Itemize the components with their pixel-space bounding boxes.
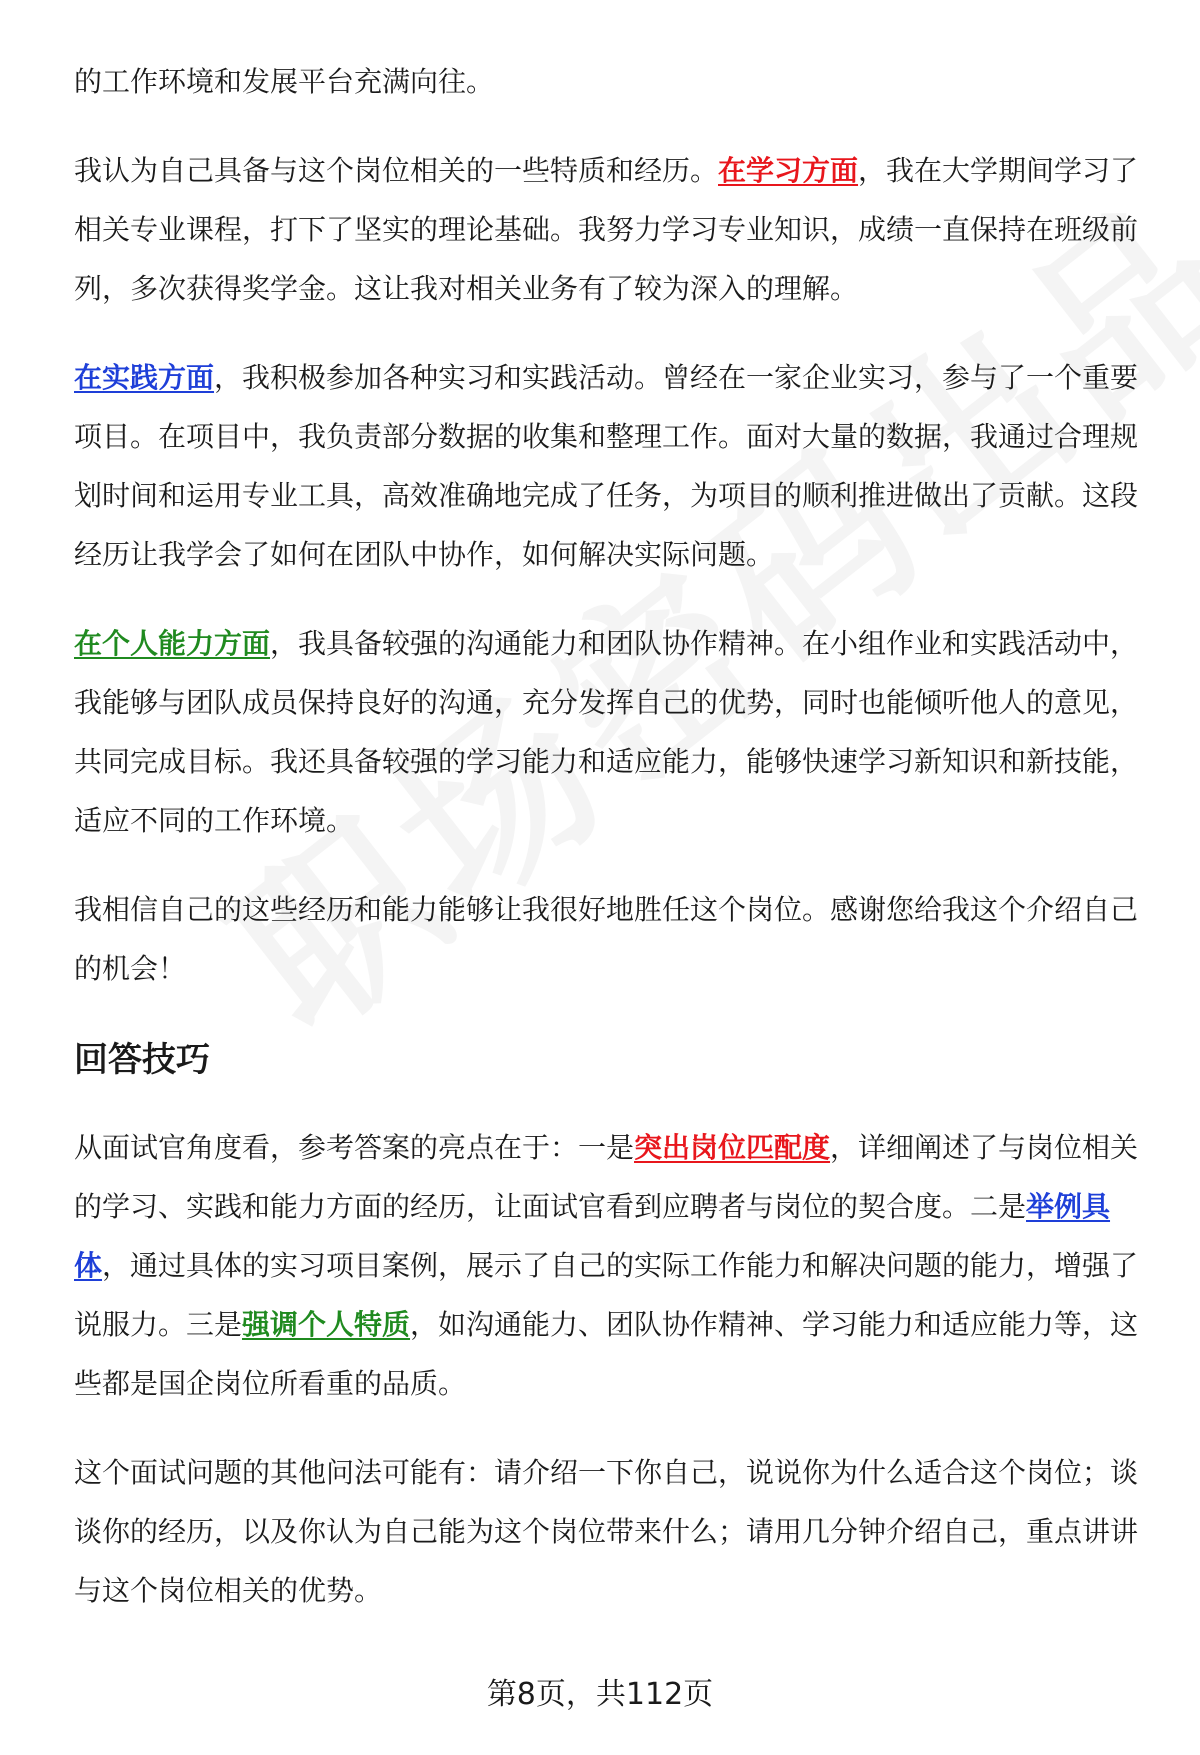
highlight-match: 突出岗位匹配度	[634, 1131, 831, 1164]
paragraph-practice	[74, 348, 1146, 584]
paragraph-ability	[74, 614, 1146, 850]
paragraph-text: ，通过具体的实习项目案例，展示了自己的实际工作能力和解决问题的能力，增强了说服力。三是	[74, 1249, 1139, 1341]
paragraph-intro-end: 的工作环境和发展平台充满向往。	[74, 65, 495, 98]
paragraph-tips	[74, 1118, 1146, 1413]
highlight-traits: 强调个人特质	[242, 1308, 411, 1341]
paragraph-text: ，我具备较强的沟通能力和团队协作精神。在小组作业和实践活动中，我能够与团队成员保持良好的沟通，充分发挥自己的优势，同时也能倾听他人的意见，共同完成目标。我还具备较强的学习能力和适应能力，能够快速学习新知识和新技能，适应不同的工作环境。	[74, 627, 1139, 837]
highlight-ability: 在个人能力方面	[74, 627, 271, 660]
paragraph-study	[74, 141, 1146, 318]
document-body	[74, 52, 1146, 1650]
paragraph-other-questions: 这个面试问题的其他问法可能有：请介绍一下你自己，说说你为什么适合这个岗位；谈谈你的经历，以及你认为自己能为这个岗位带来什么；请用几分钟介绍自己，重点讲讲与这个岗位相关的优势。	[74, 1456, 1139, 1607]
highlight-example: 举例具体	[74, 1190, 1111, 1282]
paragraph-text: ，我在大学期间学习了相关专业课程，打下了坚实的理论基础。我努力学习专业知识，成绩一直保持在班级前列，多次获得奖学金。这让我对相关业务有了较为深入的理解。	[74, 154, 1139, 305]
page-footer: 第8页，共112页	[486, 1677, 714, 1712]
paragraph-text: 从面试官角度看，参考答案的亮点在于：一是	[74, 1131, 635, 1164]
paragraph-text: ，详细阐述了与岗位相关的学习、实践和能力方面的经历，让面试官看到应聘者与岗位的契合度。二是	[74, 1131, 1139, 1223]
paragraph-text: ，我积极参加各种实习和实践活动。曾经在一家企业实习，参与了一个重要项目。在项目中，我负责部分数据的收集和整理工作。面对大量的数据，我通过合理规划时间和运用专业工具，高效准确地完成了任务，为项目的顺利推进做出了贡献。这段经历让我学会了如何在团队中协作，如何解决实际问题。	[74, 361, 1139, 571]
paragraph-text: ，如沟通能力、团队协作精神、学习能力和适应能力等，这些都是国企岗位所看重的品质。	[74, 1308, 1139, 1400]
paragraph-text: 我认为自己具备与这个岗位相关的一些特质和经历。	[74, 154, 719, 187]
section-title: 回答技巧	[74, 1040, 210, 1080]
highlight-study: 在学习方面	[718, 154, 859, 187]
paragraph-closing: 我相信自己的这些经历和能力能够让我很好地胜任这个岗位。感谢您给我这个介绍自己的机会！	[74, 893, 1139, 985]
highlight-practice: 在实践方面	[74, 361, 215, 394]
